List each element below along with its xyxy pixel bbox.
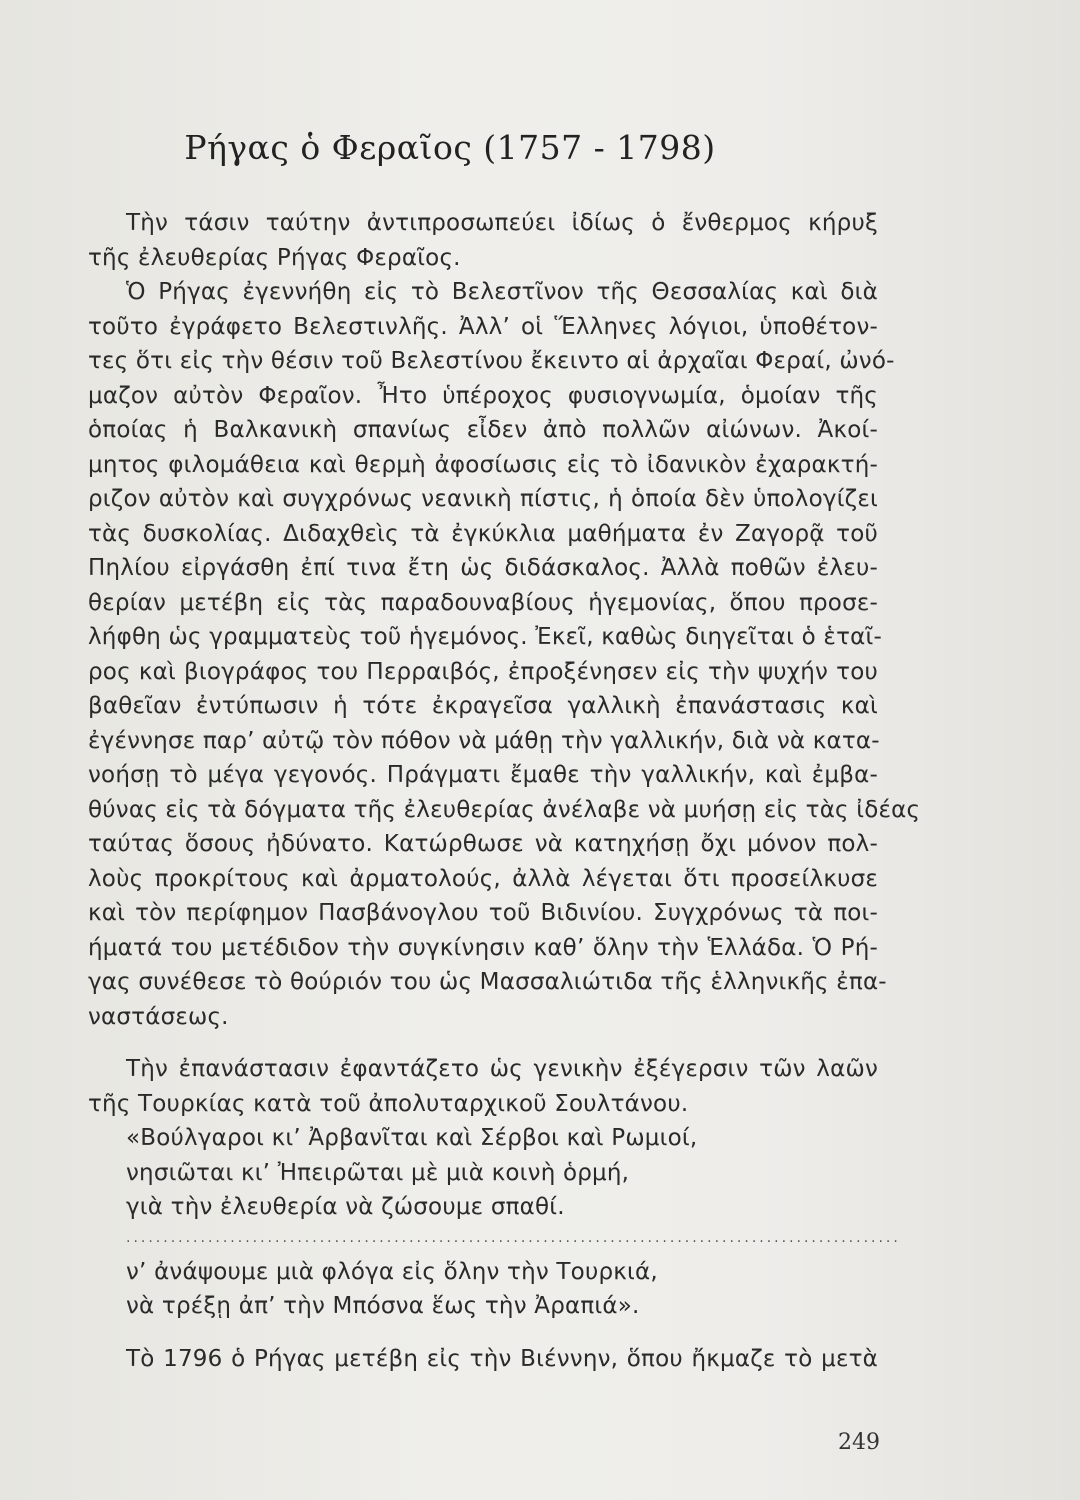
text-line: ριζον αὐτὸν καὶ συγχρόνως νεανικὴ πίστις, ἡ ὁποία δὲν ὑπολογίζει (88, 486, 878, 512)
paragraph-revolution (88, 1052, 878, 1121)
paragraph-vienna (88, 1342, 878, 1377)
verse-line: νησιῶται κι’ Ἠπειρῶται μὲ μιὰ κοινὴ ὁρμή, (126, 1159, 630, 1186)
text-line: Ὁ Ρήγας ἐγεννήθη εἰς τὸ Βελεστῖνον τῆς Θεσσαλίας καὶ διὰ (126, 279, 878, 305)
text-line: ὁποίας ἡ Βαλκανικὴ σπανίως εἶδεν ἀπὸ πολλῶν αἰώνων. Ἀκοί- (88, 417, 878, 443)
text-line: Πηλίου εἰργάσθη ἐπί τινα ἔτη ὡς διδάσκαλος. Ἀλλὰ ποθῶν ἐλευ- (88, 555, 878, 581)
text-line: τες ὅτι εἰς τὴν θέσιν τοῦ Βελεστίνου ἔκειντο αἱ ἀρχαῖαι Φεραί, ὠνό- (88, 348, 895, 374)
paragraph-gap (88, 1324, 878, 1342)
text-line: ρος καὶ βιογράφος του Περραιβός, ἐπροξένησεν εἰς τὴν ψυχήν του (88, 658, 878, 685)
paragraph-biography (88, 275, 921, 1034)
text-line: Τὸ 1796 ὁ Ρήγας μετέβη εἰς τὴν Βιέννην, ὅπου ἤκμαζε τὸ μετὰ (126, 1345, 878, 1372)
verse-line: νὰ τρέξῃ ἀπ’ τὴν Μπόσνα ἕως τὴν Ἀραπιά». (126, 1293, 640, 1319)
text-line: καὶ τὸν περίφημον Πασβάνογλου τοῦ Βιδινίου. Συγχρόνως τὰ ποι- (88, 900, 878, 926)
text-line: μαζον αὐτὸν Φεραῖον. Ἦτο ὑπέροχος φυσιογνωμία, ὁμοίαν τῆς (88, 382, 878, 409)
text-line: θύνας εἰς τὰ δόγματα τῆς ἐλευθερίας ἀνέλαβε νὰ μυήσῃ εἰς τὰς ἰδέας (88, 796, 921, 823)
text-line: νοήσῃ τὸ μέγα γεγονός. Πράγματι ἔμαθε τὴν γαλλικήν, καὶ ἐμβα- (88, 762, 878, 788)
ellipsis-line: ........................................................................................................ (126, 1229, 901, 1246)
text-line: ναστάσεως. (88, 1003, 229, 1030)
text-line: μητος φιλομάθεια καὶ θερμὴ ἀφοσίωσις εἰς τὸ ἰδανικὸν ἐχαρακτή- (88, 451, 878, 478)
text-line: Τὴν ἐπανάστασιν ἐφαντάζετο ὡς γενικὴν ἐξέγερσιν τῶν λαῶν (126, 1056, 878, 1082)
text-line: λοὺς προκρίτους καὶ ἀρματολούς, ἀλλὰ λέγεται ὅτι προσείλκυσε (88, 865, 878, 892)
text-line: Τὴν τάσιν ταύτην ἀντιπροσωπεύει ἰδίως ὁ ἔνθερμος κήρυξ (126, 210, 878, 236)
text-line: τῆς Τουρκίας κατὰ τοῦ ἀπολυταρχικοῦ Σουλτάνου. (88, 1090, 689, 1117)
text-line: τοῦτο ἐγράφετο Βελεστινλῆς. Ἀλλ’ οἱ Ἕλληνες λόγιοι, ὑποθέτον- (88, 313, 878, 340)
text-line: βαθεῖαν ἐντύπωσιν ἡ τότε ἐκραγεῖσα γαλλικὴ ἐπανάστασις καὶ (88, 693, 878, 719)
text-line: γας συνέθεσε τὸ θούριόν του ὡς Μασσαλιώτιδα τῆς ἑλληνικῆς ἐπα- (88, 969, 887, 995)
verse-line: «Βούλγαροι κι’ Ἀρβανῖται καὶ Σέρβοι καὶ Ρωμιοί, (126, 1125, 698, 1151)
verse-quote (88, 1121, 901, 1324)
text-line: ταύτας ὅσους ἠδύνατο. Κατώρθωσε νὰ κατηχήσῃ ὄχι μόνον πολ- (88, 831, 878, 857)
verse-line: γιὰ τὴν ἐλευθερία νὰ ζώσουμε σπαθί. (126, 1194, 565, 1220)
text-line: θερίαν μετέβη εἰς τὰς παραδουναβίους ἡγεμονίας, ὅπου προσε- (88, 589, 878, 616)
body-text (88, 206, 921, 1376)
chapter-title: Ρήγας ὁ Φεραῖος (1757 - 1798) (184, 128, 716, 167)
text-line: ήματά του μετέδιδον τὴν συγκίνησιν καθ’ ὅλην τὴν Ἑλλάδα. Ὁ Ρή- (88, 934, 878, 961)
paragraph-intro (88, 206, 878, 275)
paragraph-gap (88, 1034, 878, 1052)
verse-line: ν’ ἀνάψουμε μιὰ φλόγα εἰς ὅλην τὴν Τουρκιά, (126, 1258, 658, 1285)
page-number: 249 (838, 1430, 880, 1455)
text-line: λήφθη ὡς γραμματεὺς τοῦ ἡγεμόνος. Ἐκεῖ, καθὼς διηγεῖται ὁ ἑταῖ- (88, 624, 882, 650)
text-line: τὰς δυσκολίας. Διδαχθεὶς τὰ ἐγκύκλια μαθήματα ἐν Ζαγορᾷ τοῦ (88, 520, 878, 547)
text-line: ἐγέννησε παρ’ αὐτῷ τὸν πόθον νὰ μάθῃ τὴν γαλλικήν, διὰ νὰ κατα- (88, 727, 880, 754)
text-line: τῆς ἐλευθερίας Ρήγας Φεραῖος. (88, 244, 461, 271)
